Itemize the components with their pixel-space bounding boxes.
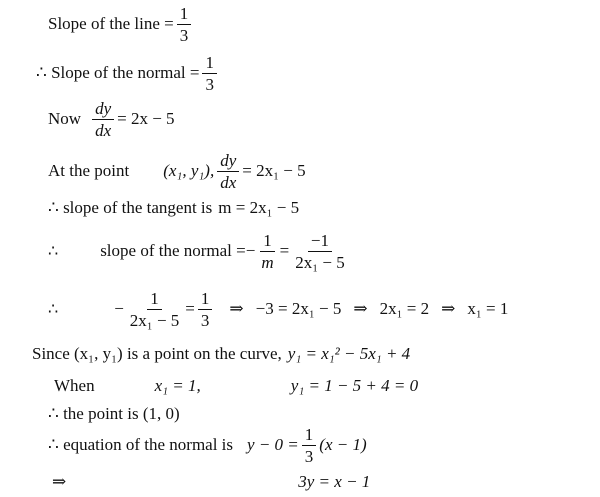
- point-coordinates: (x₁, y₁),: [163, 161, 215, 180]
- fraction-dy-dx: [217, 152, 239, 191]
- line-at-point: [48, 150, 306, 192]
- fraction-one-third: [198, 290, 213, 329]
- line-slope-of-line: [48, 4, 194, 44]
- fraction-denominator: 2x₁ − 5: [129, 310, 180, 330]
- fraction-numerator: dy: [92, 100, 114, 120]
- fraction-one-third: [202, 54, 217, 93]
- line-final-equation: [52, 470, 370, 494]
- fraction-numerator: 1: [302, 426, 317, 446]
- minus-sign: −: [245, 241, 256, 260]
- at-point-label: At the point: [48, 161, 130, 180]
- curve-point-label: Since (x₁, y₁) is a point on the curve,: [32, 344, 282, 363]
- equation-step-3: x₁ = 1: [467, 299, 509, 318]
- slope-normal-label: ∴ Slope of the normal =: [36, 63, 200, 82]
- line-tangent-slope: [48, 196, 299, 220]
- fraction-numerator: 1: [177, 5, 192, 25]
- slope-line-label: Slope of the line =: [48, 14, 174, 33]
- therefore-symbol: ∴: [48, 243, 59, 260]
- x1-condition: x₁ = 1,: [154, 376, 201, 395]
- therefore-symbol: ∴: [48, 301, 59, 318]
- fraction-one-third: [177, 5, 192, 44]
- tangent-equation: m = 2x₁ − 5: [218, 198, 300, 217]
- fraction-denominator: 3: [304, 446, 314, 466]
- fraction-denominator: 3: [205, 74, 214, 94]
- minus-sign: −: [114, 299, 124, 318]
- equals-sign: =: [279, 241, 290, 260]
- fraction-denominator: 3: [200, 310, 210, 330]
- final-equation: 3y = x − 1: [298, 472, 371, 491]
- now-label: Now: [48, 109, 82, 128]
- line-the-point: [48, 402, 180, 426]
- implies-arrow: ⇒: [353, 299, 368, 318]
- fraction-denominator: dx: [220, 172, 237, 192]
- normal-label: slope of the normal =: [100, 241, 246, 260]
- fraction-denominator: m: [261, 252, 274, 272]
- fraction-dy-dx: [92, 100, 114, 139]
- line-curve-point: [32, 342, 410, 366]
- tangent-label: ∴ slope of the tangent is: [48, 198, 213, 217]
- fraction-numerator: 1: [198, 290, 213, 310]
- fraction-numerator: 1: [260, 232, 275, 252]
- line-derivative: [48, 98, 175, 140]
- fraction-numerator: −1: [308, 232, 332, 252]
- fraction-one-over-expression: [127, 290, 183, 329]
- line-normal-equation: [48, 424, 367, 466]
- normal-equation-lhs: y − 0 =: [247, 435, 299, 454]
- line-slope-of-normal: [36, 52, 220, 94]
- line-normal-slope: [48, 228, 351, 274]
- derivative-rhs: = 2x − 5: [117, 109, 175, 128]
- point-result: ∴ the point is (1, 0): [48, 404, 180, 423]
- implies-arrow: ⇒: [229, 299, 244, 318]
- fraction-denominator: 2x₁ − 5: [295, 252, 345, 272]
- fraction-denominator: dx: [95, 120, 112, 140]
- fraction-minus-one-over-expression: [292, 232, 348, 271]
- fraction-one-third: [302, 426, 317, 465]
- line-solve-x1: [48, 286, 508, 332]
- fraction-numerator: 1: [202, 54, 217, 74]
- implies-arrow: ⇒: [52, 472, 67, 491]
- normal-equation-label: ∴ equation of the normal is: [48, 435, 234, 454]
- at-point-rhs: = 2x₁ − 5: [242, 161, 306, 180]
- equation-step-2: 2x₁ = 2: [379, 299, 430, 318]
- curve-equation: y₁ = x₁² − 5x₁ + 4: [287, 344, 411, 363]
- fraction-numerator: dy: [217, 152, 239, 172]
- when-label: When: [54, 376, 95, 395]
- line-when-x1: [54, 374, 418, 398]
- equals-sign: =: [185, 299, 195, 318]
- implies-arrow: ⇒: [441, 299, 456, 318]
- normal-equation-rhs: (x − 1): [319, 435, 367, 454]
- equation-step-1: −3 = 2x₁ − 5: [255, 299, 342, 318]
- fraction-one-over-m: [258, 232, 276, 271]
- y1-result: y₁ = 1 − 5 + 4 = 0: [290, 376, 419, 395]
- fraction-numerator: 1: [147, 290, 162, 310]
- fraction-denominator: 3: [179, 25, 189, 45]
